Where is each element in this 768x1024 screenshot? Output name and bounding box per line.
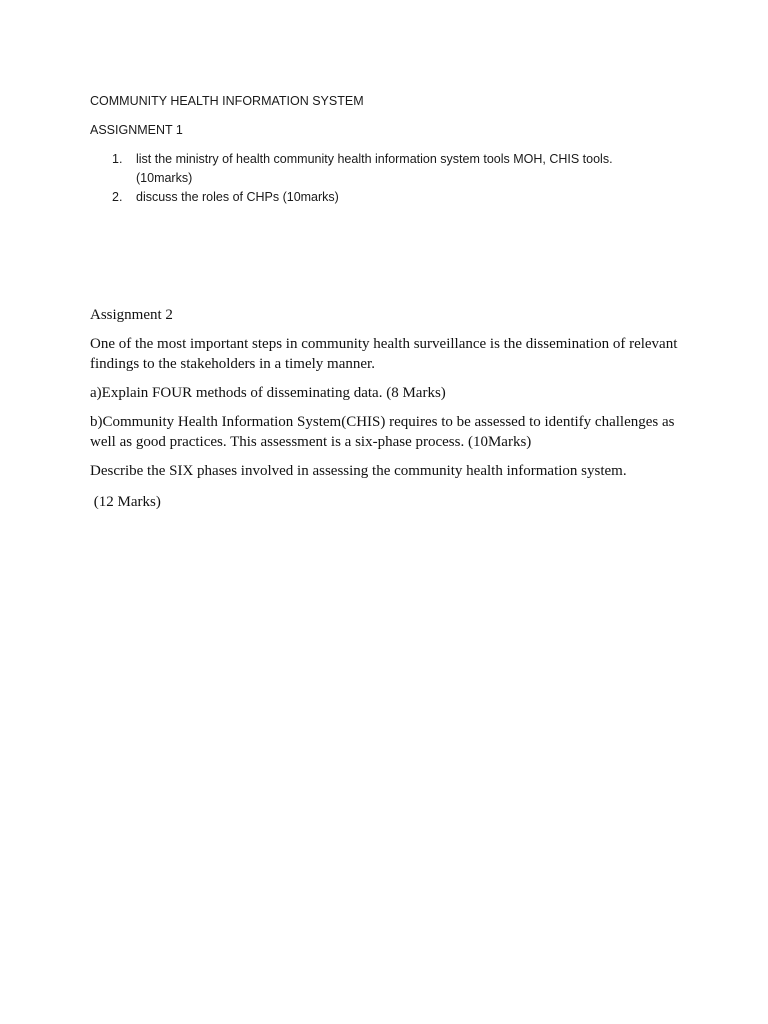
- list-item: [90, 188, 690, 207]
- question-c: Describe the SIX phases involved in assessing the community health information system.: [90, 463, 627, 479]
- assignment-2-intro: One of the most important steps in community health surveillance is the dissemination of relevant findings to the stakeholders in a timely manner.: [90, 336, 678, 372]
- list-item-number: 2.: [112, 190, 123, 204]
- assignment-2-heading: Assignment 2: [90, 307, 173, 323]
- list-item-number: 1.: [112, 152, 123, 166]
- question-c-marks: (12 Marks): [90, 494, 161, 510]
- question-b: b)Community Health Information System(CHIS) requires to be assessed to identify challenges as well as good practices. This assessment is a six-phase process. (10Marks): [90, 414, 675, 450]
- assignment-1-list: [90, 150, 690, 207]
- assignment-1-heading: ASSIGNMENT 1: [90, 123, 183, 137]
- list-item-text: discuss the roles of CHPs (10marks): [136, 190, 339, 204]
- list-item-text-continued: (10marks): [136, 171, 193, 185]
- list-item-text: list the ministry of health community health information system tools MOH, CHIS tools.: [136, 152, 613, 166]
- question-a: a)Explain FOUR methods of disseminating data. (8 Marks): [90, 385, 446, 401]
- document-title: COMMUNITY HEALTH INFORMATION SYSTEM: [90, 94, 364, 108]
- list-item: [90, 150, 690, 188]
